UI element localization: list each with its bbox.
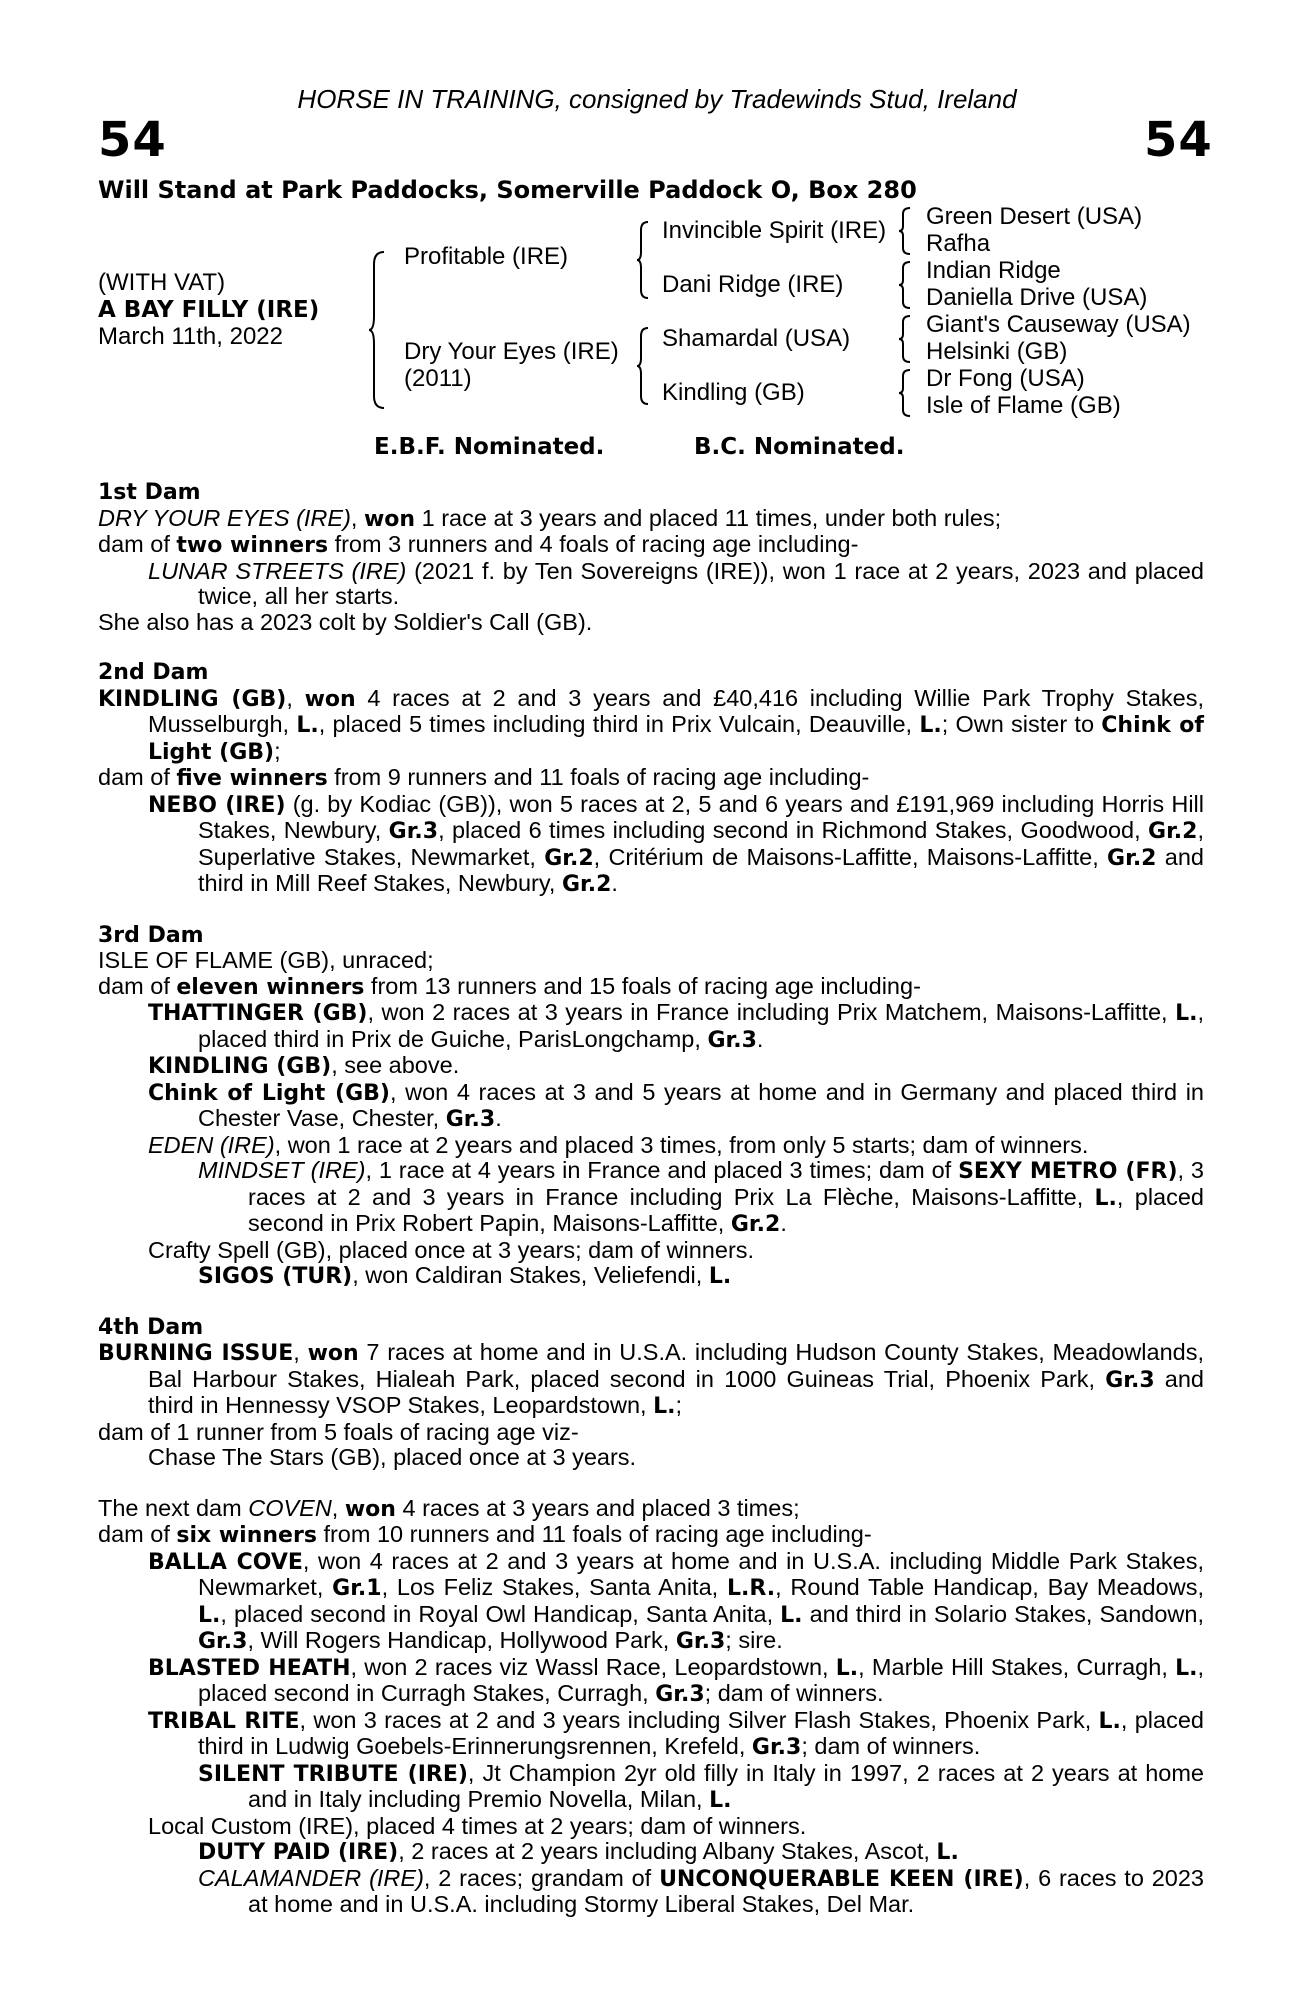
ddd: Isle of Flame (GB) [926, 392, 1121, 419]
produce-entry: MINDSET (IRE), 1 race at 4 years in France and placed 3 times; dam of SEXY METRO (FR), 3 races at 2 and 3 years in France including Prix La Flèche, Maisons-Laffitte, L., placed second in Prix Robert Papin, Maisons-Laffitte, Gr.2. [198, 1157, 1204, 1237]
produce-entry: Chase The Stars (GB), placed once at 3 years. [148, 1444, 637, 1470]
sire: Profitable (IRE) [404, 243, 569, 270]
produce-summary: dam of five winners from 9 runners and 11 foals of racing age including- [98, 764, 870, 791]
produce-entry: Local Custom (IRE), placed 4 times at 2 years; dam of winners. [148, 1812, 807, 1839]
second-dam-section [98, 660, 1204, 898]
dss: Giant's Causeway (USA) [926, 311, 1191, 338]
gen3-brace-1 [898, 206, 914, 256]
dam-year: (2011) [404, 365, 472, 392]
sire-brace [636, 220, 652, 300]
dam: Dry Your Eyes (IRE) [404, 338, 619, 365]
ssd: Rafha [926, 230, 991, 257]
dam-line: The next dam COVEN, won 4 races at 3 years and placed 3 times; [98, 1494, 800, 1522]
horse-name: A BAY FILLY (IRE) [98, 297, 320, 323]
dam-note: She also has a 2023 colt by Soldier's Call (GB). [98, 608, 593, 635]
dam-dam: Kindling (GB) [662, 379, 805, 406]
lot-number-left: 54 [98, 112, 167, 168]
dam-sire: Shamardal (USA) [662, 325, 851, 352]
produce-entry: KINDLING (GB), see above. [148, 1052, 460, 1079]
produce-entry: NEBO (IRE) (g. by Kodiac (GB)), won 5 races at 2, 5 and 6 years and £191,969 including Horris Hill Stakes, Newbury, Gr.3, placed 6 times including second in Richmond Stakes, Goodwood, Gr.2, Superlative Stakes, Newmarket, Gr.2, Critérium de Maisons-Laffitte, Maisons-Laffitte, Gr.2 and third in Mill Reef Stakes, Newbury, Gr.2. [148, 790, 1204, 897]
stand-location: Will Stand at Park Paddocks, Somerville Paddock O, Box 280 [98, 176, 917, 204]
produce-entry: SIGOS (TUR), won Caldiran Stakes, Veliefendi, L. [198, 1262, 732, 1289]
produce-entry: THATTINGER (GB), won 2 races at 3 years in France including Prix Matchem, Maisons-Laffitte, L., placed third in Prix de Guiche, ParisLongchamp, Gr.3. [148, 999, 1204, 1053]
produce-entry: Chink of Light (GB), won 4 races at 3 and 5 years at home and in Germany and placed third in Chester Vase, Chester, Gr.3. [148, 1078, 1204, 1132]
produce-summary: dam of six winners from 10 runners and 11 foals of racing age including- [98, 1521, 872, 1548]
lot-number-right: 54 [1144, 112, 1213, 168]
ebf-nomination: E.B.F. Nominated. [374, 434, 605, 460]
produce-entry: BLASTED HEATH, won 2 races viz Wassl Race, Leopardstown, L., Marble Hill Stakes, Curragh, L., placed second in Curragh Stakes, Curragh, Gr.3; dam of winners. [148, 1653, 1204, 1707]
sss: Green Desert (USA) [926, 203, 1143, 230]
vat-note: (WITH VAT) [98, 269, 226, 296]
sds: Indian Ridge [926, 257, 1061, 284]
produce-entry: TRIBAL RITE, won 3 races at 2 and 3 years including Silver Flash Stakes, Phoenix Park, L., placed third in Ludwig Goebels-Erinnerungsrennen, Krefeld, Gr.3; dam of winners. [148, 1706, 1204, 1760]
section-heading: 1st Dam [98, 480, 201, 505]
produce-summary: dam of 1 runner from 5 foals of racing age viz- [98, 1418, 579, 1445]
page-header: HORSE IN TRAINING, consigned by Tradewinds Stud, Ireland [297, 84, 1017, 114]
sire-dam: Dani Ridge (IRE) [662, 271, 844, 298]
dsd: Helsinki (GB) [926, 338, 1068, 365]
section-heading: 2nd Dam [98, 660, 209, 685]
dam-brace [636, 326, 652, 406]
bc-nomination: B.C. Nominated. [694, 434, 905, 460]
produce-entry: CALAMANDER (IRE), 2 races; grandam of UNCONQUERABLE KEEN (IRE), 6 races to 2023 at home and in U.S.A. including Stormy Liberal Stakes, Del Mar. [198, 1864, 1205, 1917]
gen3-brace-3 [898, 314, 914, 364]
pedigree-notes [98, 480, 1204, 1918]
section-heading: 4th Dam [98, 1314, 204, 1340]
horse-dob: March 11th, 2022 [98, 323, 284, 350]
produce-entry: Crafty Spell (GB), placed once at 3 years; dam of winners. [148, 1236, 755, 1263]
dam-line: BURNING ISSUE, won 7 races at home and in U.S.A. including Hudson County Stakes, Meadowlands, Bal Harbour Stakes, Hialeah Park, placed second in 1000 Guineas Trial, Phoenix Park, Gr.3 and third in Hennessy VSOP Stakes, Leopardstown, L.; [98, 1339, 1205, 1419]
produce-entry: BALLA COVE, won 4 races at 2 and 3 years at home and in U.S.A. including Middle Park Stakes, Newmarket, Gr.1, Los Feliz Stakes, Santa Anita, L.R., Round Table Handicap, Bay Meadows, L., placed second in Royal Owl Handicap, Santa Anita, L. and third in Solario Stakes, Sandown, Gr.3, Will Rogers Handicap, Hollywood Park, Gr.3; sire. [148, 1547, 1205, 1654]
fourth-dam-section [98, 1315, 1204, 1471]
dam-line: KINDLING (GB), won 4 races at 2 and 3 years and £40,416 including Willie Park Trophy Stakes, Musselburgh, L., placed 5 times including third in Prix Vulcain, Deauville, L.; Own sister to Chink of Light (GB); [98, 684, 1205, 765]
produce-summary: dam of two winners from 3 runners and 4 foals of racing age including- [98, 531, 859, 558]
produce-entry: LUNAR STREETS (IRE) (2021 f. by Ten Sovereigns (IRE)), won 1 race at 2 years, 2023 and placed twice, all her starts. [148, 557, 1204, 609]
section-heading: 3rd Dam [98, 922, 204, 948]
produce-summary: dam of eleven winners from 13 runners and 15 foals of racing age including- [98, 972, 921, 1000]
produce-entry: SILENT TRIBUTE (IRE), Jt Champion 2yr old filly in Italy in 1997, 2 races at 2 years at home and in Italy including Premio Novella, Milan, L. [198, 1759, 1204, 1813]
sire-sire: Invincible Spirit (IRE) [662, 217, 887, 244]
dds: Dr Fong (USA) [926, 365, 1085, 392]
sdd: Daniella Drive (USA) [926, 284, 1148, 311]
third-dam-section [98, 923, 1204, 1290]
main-brace [368, 250, 390, 410]
next-dam-section [98, 1496, 1204, 1918]
first-dam-section [98, 480, 1204, 635]
produce-entry: DUTY PAID (IRE), 2 races at 2 years including Albany Stakes, Ascot, L. [198, 1838, 959, 1865]
produce-entry: EDEN (IRE), won 1 race at 2 years and placed 3 times, from only 5 starts; dam of winners. [148, 1131, 1089, 1158]
gen3-brace-2 [898, 260, 914, 310]
dam-line: ISLE OF FLAME (GB), unraced; [98, 947, 434, 973]
dam-line: DRY YOUR EYES (IRE), won 1 race at 3 years and placed 11 times, under both rules; [98, 504, 1002, 532]
gen3-brace-4 [898, 368, 914, 418]
